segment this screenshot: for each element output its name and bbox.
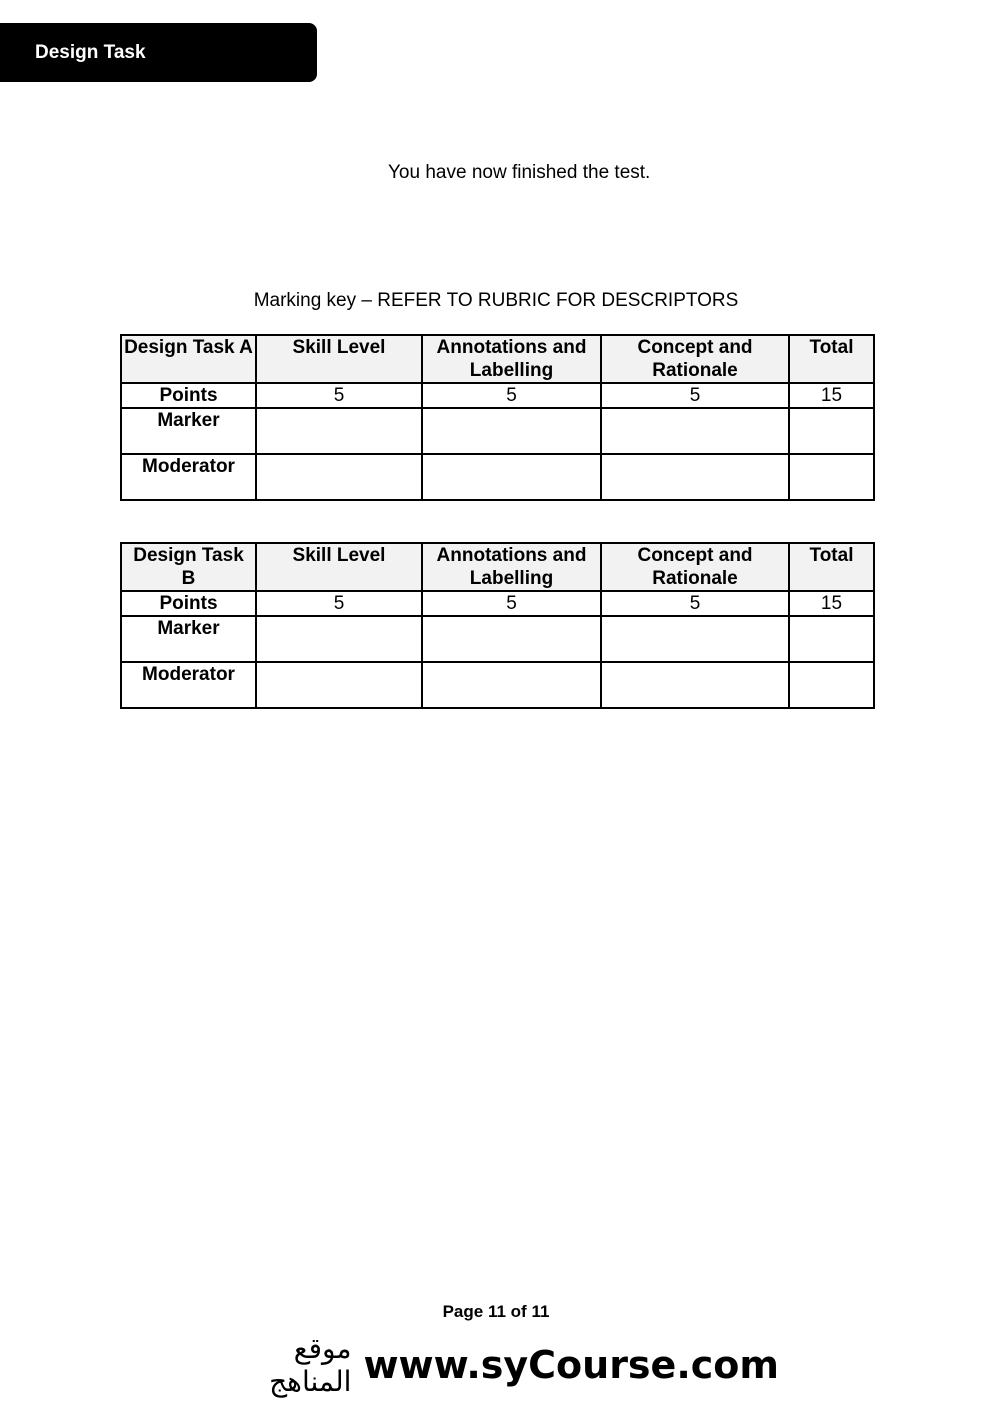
points-cell: 5 — [601, 591, 789, 616]
points-label: Points — [121, 591, 256, 616]
marker-label: Marker — [121, 616, 256, 662]
marking-key-title: Marking key – REFER TO RUBRIC FOR DESCRIPTORS — [253, 290, 739, 311]
points-row — [121, 383, 874, 408]
score-cell[interactable] — [789, 616, 874, 662]
header-cell: Total — [789, 543, 874, 591]
header-cell: Design Task A — [121, 335, 256, 383]
table-header-row — [121, 335, 874, 383]
header-cell: Skill Level — [256, 335, 422, 383]
header-cell: Skill Level — [256, 543, 422, 591]
score-cell[interactable] — [422, 616, 601, 662]
score-cell[interactable] — [256, 616, 422, 662]
marker-row — [121, 408, 874, 454]
score-cell[interactable] — [422, 408, 601, 454]
points-cell: 15 — [789, 383, 874, 408]
moderator-label: Moderator — [121, 662, 256, 708]
points-row — [121, 591, 874, 616]
score-cell[interactable] — [601, 662, 789, 708]
moderator-row — [121, 454, 874, 500]
table-header-row — [121, 543, 874, 591]
header-cell: Total — [789, 335, 874, 383]
moderator-row — [121, 662, 874, 708]
points-cell: 5 — [601, 383, 789, 408]
points-cell: 5 — [256, 383, 422, 408]
header-cell: Concept and Rationale — [601, 335, 789, 383]
score-cell[interactable] — [256, 662, 422, 708]
points-label: Points — [121, 383, 256, 408]
page-of: of — [510, 1302, 527, 1321]
marker-label: Marker — [121, 408, 256, 454]
page-current: 11 — [487, 1302, 506, 1321]
marker-row — [121, 616, 874, 662]
marking-table-b — [120, 542, 875, 709]
marking-table-a — [120, 334, 875, 501]
score-cell[interactable] — [256, 454, 422, 500]
score-cell[interactable] — [601, 616, 789, 662]
header-cell: Concept and Rationale — [601, 543, 789, 591]
footer-url[interactable]: www.syCourse.com — [363, 1343, 779, 1387]
header-cell: Design Task B — [121, 543, 256, 591]
score-cell[interactable] — [789, 662, 874, 708]
page-number — [0, 1302, 992, 1322]
score-cell[interactable] — [789, 454, 874, 500]
score-cell[interactable] — [422, 662, 601, 708]
header-tab — [0, 23, 317, 82]
header-title: Design Task — [35, 41, 146, 63]
points-cell: 5 — [422, 591, 601, 616]
header-cell: Annotations and Labelling — [422, 543, 601, 591]
score-cell[interactable] — [789, 408, 874, 454]
header-cell: Annotations and Labelling — [422, 335, 601, 383]
score-cell[interactable] — [601, 454, 789, 500]
page-total: 11 — [531, 1302, 550, 1321]
score-cell[interactable] — [601, 408, 789, 454]
footer-arabic-text: موقع المناهج — [269, 1332, 352, 1398]
points-cell: 15 — [789, 591, 874, 616]
finished-message: You have now finished the test. — [388, 162, 651, 183]
page-prefix: Page — [442, 1302, 484, 1321]
points-cell: 5 — [422, 383, 601, 408]
footer-watermark — [219, 1332, 779, 1398]
score-cell[interactable] — [422, 454, 601, 500]
score-cell[interactable] — [256, 408, 422, 454]
points-cell: 5 — [256, 591, 422, 616]
moderator-label: Moderator — [121, 454, 256, 500]
